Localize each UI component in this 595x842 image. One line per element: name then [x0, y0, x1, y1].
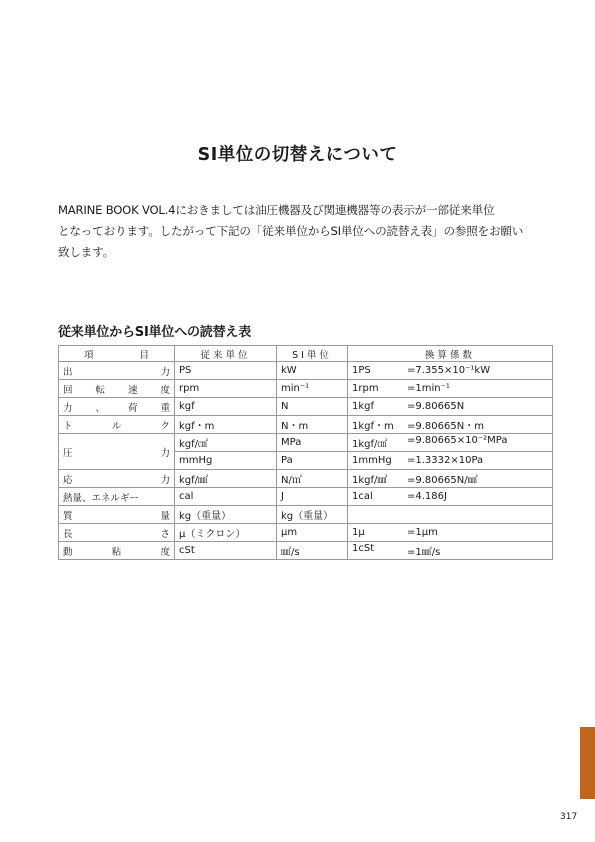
cell-item: [59, 380, 175, 398]
conversion-from: 1PS: [352, 365, 371, 376]
cell-conventional-unit: kgf・m: [175, 416, 277, 434]
table-row: [59, 398, 553, 416]
table-row: [59, 470, 553, 488]
header-conversion-factor: 換算係数: [348, 346, 553, 362]
intro-line: となっております。したがって下記の「従来単位からSI単位への読替え表」の参照をお願い: [58, 224, 524, 238]
item-char: 度: [160, 546, 170, 558]
intro-line: MARINE BOOK VOL.4におきましては油圧機器及び関連機器等の表示が一部従来単位: [58, 203, 495, 217]
item-char: 力: [160, 447, 170, 459]
item-char: 出: [63, 366, 73, 378]
cell-si-unit: N・m: [277, 416, 348, 434]
cell-si-unit: N: [277, 398, 348, 416]
item-char: 重: [160, 402, 170, 414]
page-title: SI単位の切替えについて: [197, 145, 398, 165]
cell-conversion-factor: [348, 542, 553, 560]
conversion-from: 1kgf・m: [352, 421, 394, 432]
table-row: [59, 542, 553, 560]
cell-si-unit: Pa: [277, 452, 348, 470]
item-char: 回: [63, 384, 73, 396]
header-item-char: 目: [139, 349, 150, 361]
item-char: ク: [160, 420, 170, 432]
cell-conventional-unit: kgf: [175, 398, 277, 416]
item-char: 速: [127, 384, 138, 396]
item-char: 力: [160, 366, 170, 378]
cell-conversion-factor: [348, 524, 553, 542]
cell-conventional-unit: mmHg: [175, 452, 277, 470]
item-label: [63, 418, 170, 432]
cell-conversion-factor: [348, 488, 553, 506]
cell-si-unit: N/㎡: [277, 470, 348, 488]
conversion-from: 1mmHg: [352, 455, 392, 466]
conversion-to: =7.355×10⁻¹kW: [407, 365, 491, 376]
table-header-row: [59, 346, 553, 362]
cell-si-unit: min⁻¹: [277, 380, 348, 398]
conversion-from: 1cSt: [352, 543, 375, 554]
conversion-from: 1μ: [352, 527, 365, 538]
cell-item: [59, 362, 175, 380]
cell-item: [59, 542, 175, 560]
cell-conventional-unit: kg（重量）: [175, 506, 277, 524]
table-row: [59, 488, 553, 506]
cell-si-unit: kg（重量）: [277, 506, 348, 524]
cell-item: [59, 398, 175, 416]
cell-conversion-factor: [348, 380, 553, 398]
conversion-to: =1μm: [407, 527, 438, 538]
conversion-from: 1cal: [352, 491, 373, 502]
header-conventional-unit: 従来単位: [175, 346, 277, 362]
cell-si-unit: ㎟/s: [277, 542, 348, 560]
item-label: [63, 508, 170, 522]
item-label: [63, 472, 170, 486]
cell-conventional-unit: rpm: [175, 380, 277, 398]
item-char: ト: [63, 420, 73, 432]
cell-item: [59, 524, 175, 542]
conversion-from: 1rpm: [352, 383, 379, 394]
table-row: [59, 506, 553, 524]
item-label: [63, 526, 170, 540]
conversion-to: =9.80665×10⁻²MPa: [407, 435, 508, 446]
item-label: [63, 445, 170, 459]
conversion-from: 1kgf/㎠: [352, 439, 388, 450]
cell-conventional-unit: kgf/㎟: [175, 470, 277, 488]
cell-conventional-unit: PS: [175, 362, 277, 380]
item-char: 長: [63, 528, 73, 540]
item-char: ル: [111, 420, 122, 432]
table-heading: 従来単位からSI単位への読替え表: [58, 325, 251, 340]
cell-conventional-unit: μ（ミクロン）: [175, 524, 277, 542]
item-label: [63, 382, 170, 396]
conversion-to: =1min⁻¹: [407, 383, 450, 394]
table-row: [59, 362, 553, 380]
item-char: 度: [160, 384, 170, 396]
conversion-to: =4.186J: [407, 491, 447, 502]
conversion-to: =1.3332×10Pa: [407, 455, 484, 466]
item-char: 熱量、エネルギー: [63, 492, 140, 504]
cell-conversion-factor: [348, 362, 553, 380]
item-char: 、: [95, 402, 105, 414]
intro-paragraph: [58, 200, 558, 263]
header-item-char: 項: [83, 349, 94, 361]
conversion-to: =1㎟/s: [407, 547, 441, 558]
conversion-from: 1kgf: [352, 401, 375, 412]
cell-conversion-factor: [348, 452, 553, 470]
cell-conversion-factor: [348, 470, 553, 488]
conversion-to: =9.80665N・m: [407, 421, 484, 432]
intro-line: 致します。: [58, 245, 115, 259]
item-char: 力: [63, 402, 73, 414]
cell-conventional-unit: cal: [175, 488, 277, 506]
cell-si-unit: MPa: [277, 434, 348, 452]
table-row: [59, 524, 553, 542]
item-char: 質: [63, 510, 73, 522]
cell-item: [59, 470, 175, 488]
cell-conversion-factor: [348, 398, 553, 416]
item-char: 転: [95, 384, 105, 396]
page-number: 317: [560, 812, 578, 822]
cell-conversion-factor: [348, 506, 553, 524]
header-si-unit: SI単位: [277, 346, 348, 362]
cell-si-unit: kW: [277, 362, 348, 380]
item-char: 荷: [127, 402, 138, 414]
cell-item: [59, 416, 175, 434]
cell-si-unit: J: [277, 488, 348, 506]
cell-item: [59, 488, 175, 506]
item-char: 量: [160, 510, 170, 522]
cell-conversion-factor: [348, 434, 553, 452]
cell-si-unit: μm: [277, 524, 348, 542]
table-row: [59, 380, 553, 398]
cell-item: [59, 506, 175, 524]
table-row: [59, 434, 553, 452]
cell-item: [59, 434, 175, 470]
header-item: [59, 346, 175, 362]
item-label: [63, 544, 170, 558]
cell-conventional-unit: cSt: [175, 542, 277, 560]
item-char: 動: [63, 546, 73, 558]
item-label: [63, 400, 170, 414]
item-char: さ: [160, 528, 170, 540]
table-row: [59, 416, 553, 434]
conversion-to: =9.80665N/㎟: [407, 475, 478, 486]
conversion-from: 1kgf/㎟: [352, 475, 388, 486]
item-char: 力: [160, 474, 170, 486]
conversion-to: =9.80665N: [407, 401, 465, 412]
conversion-table: [58, 345, 553, 560]
item-char: 粘: [111, 546, 122, 558]
item-char: 圧: [63, 447, 73, 459]
item-label: [63, 490, 170, 504]
section-tab-marker: [580, 727, 595, 799]
item-label: [63, 364, 170, 378]
item-char: 応: [63, 474, 73, 486]
cell-conventional-unit: kgf/㎠: [175, 434, 277, 452]
cell-conversion-factor: [348, 416, 553, 434]
